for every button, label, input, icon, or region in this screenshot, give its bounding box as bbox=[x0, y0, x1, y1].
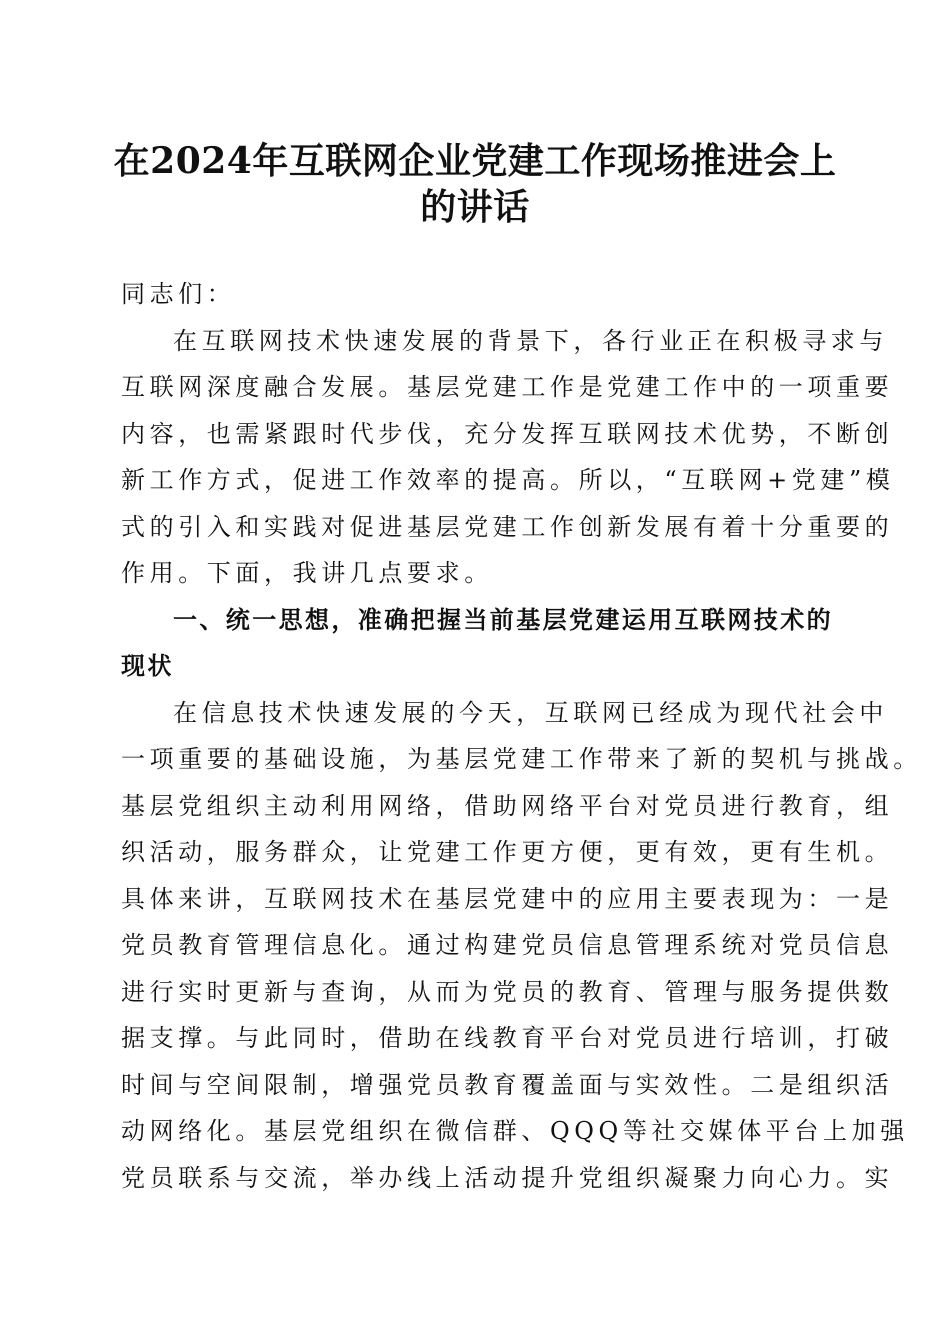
paragraph-line: 作用。下面，我讲几点要求。 bbox=[121, 559, 493, 587]
document-body bbox=[121, 271, 922, 1201]
paragraph-line: 动网络化。基层党组织在微信群、QQQ等社交媒体平台上加强 bbox=[121, 1117, 909, 1145]
paragraph-line: 党员教育管理信息化。通过构建党员信息管理系统对党员信息 bbox=[121, 931, 894, 959]
paragraph-line: 内容，也需紧跟时代步伐，充分发挥互联网技术优势，不断创 bbox=[121, 419, 894, 448]
section-heading-line: 现状 bbox=[121, 652, 174, 680]
paragraph-line: 在信息技术快速发展的今天，互联网已经成为现代社会中 bbox=[173, 698, 888, 727]
paragraph-line: 进行实时更新与查询，从而为党员的教育、管理与服务提供数 bbox=[121, 977, 894, 1006]
paragraph-line: 在互联网技术快速发展的背景下，各行业正在积极寻求与 bbox=[173, 326, 888, 355]
paragraph-line: 式的引入和实践对促进基层党建工作创新发展有着十分重要的 bbox=[121, 512, 894, 541]
paragraph-line: 据支撑。与此同时，借助在线教育平台对党员进行培训，打破 bbox=[121, 1024, 894, 1052]
paragraph-line: 互联网深度融合发展。基层党建工作是党建工作中的一项重要 bbox=[121, 373, 894, 401]
paragraph-line: 党员联系与交流，举办线上活动提升党组织凝聚力向心力。实 bbox=[121, 1163, 894, 1192]
document-title-line-1: 在2024年互联网企业党建工作现场推进会上 bbox=[113, 140, 837, 182]
paragraph-line: 织活动，服务群众，让党建工作更方便，更有效，更有生机。 bbox=[121, 838, 894, 866]
paragraph-line: 具体来讲，互联网技术在基层党建中的应用主要表现为：一是 bbox=[121, 884, 894, 913]
paragraph-line: 一项重要的基础设施，为基层党建工作带来了新的契机与挑战。 bbox=[121, 745, 922, 773]
salutation: 同志们： bbox=[121, 280, 236, 308]
section-heading-line: 一、统一思想，准确把握当前基层党建运用互联网技术的 bbox=[173, 605, 833, 634]
document-title-line-2: 的讲话 bbox=[420, 186, 530, 228]
paragraph-line: 基层党组织主动利用网络，借助网络平台对党员进行教育，组 bbox=[121, 791, 894, 820]
paragraph-line: 新工作方式，促进工作效率的提高。所以，“互联网+党建”模 bbox=[121, 466, 895, 494]
paragraph-line: 时间与空间限制，增强党员教育覆盖面与实效性。二是组织活 bbox=[121, 1070, 894, 1099]
